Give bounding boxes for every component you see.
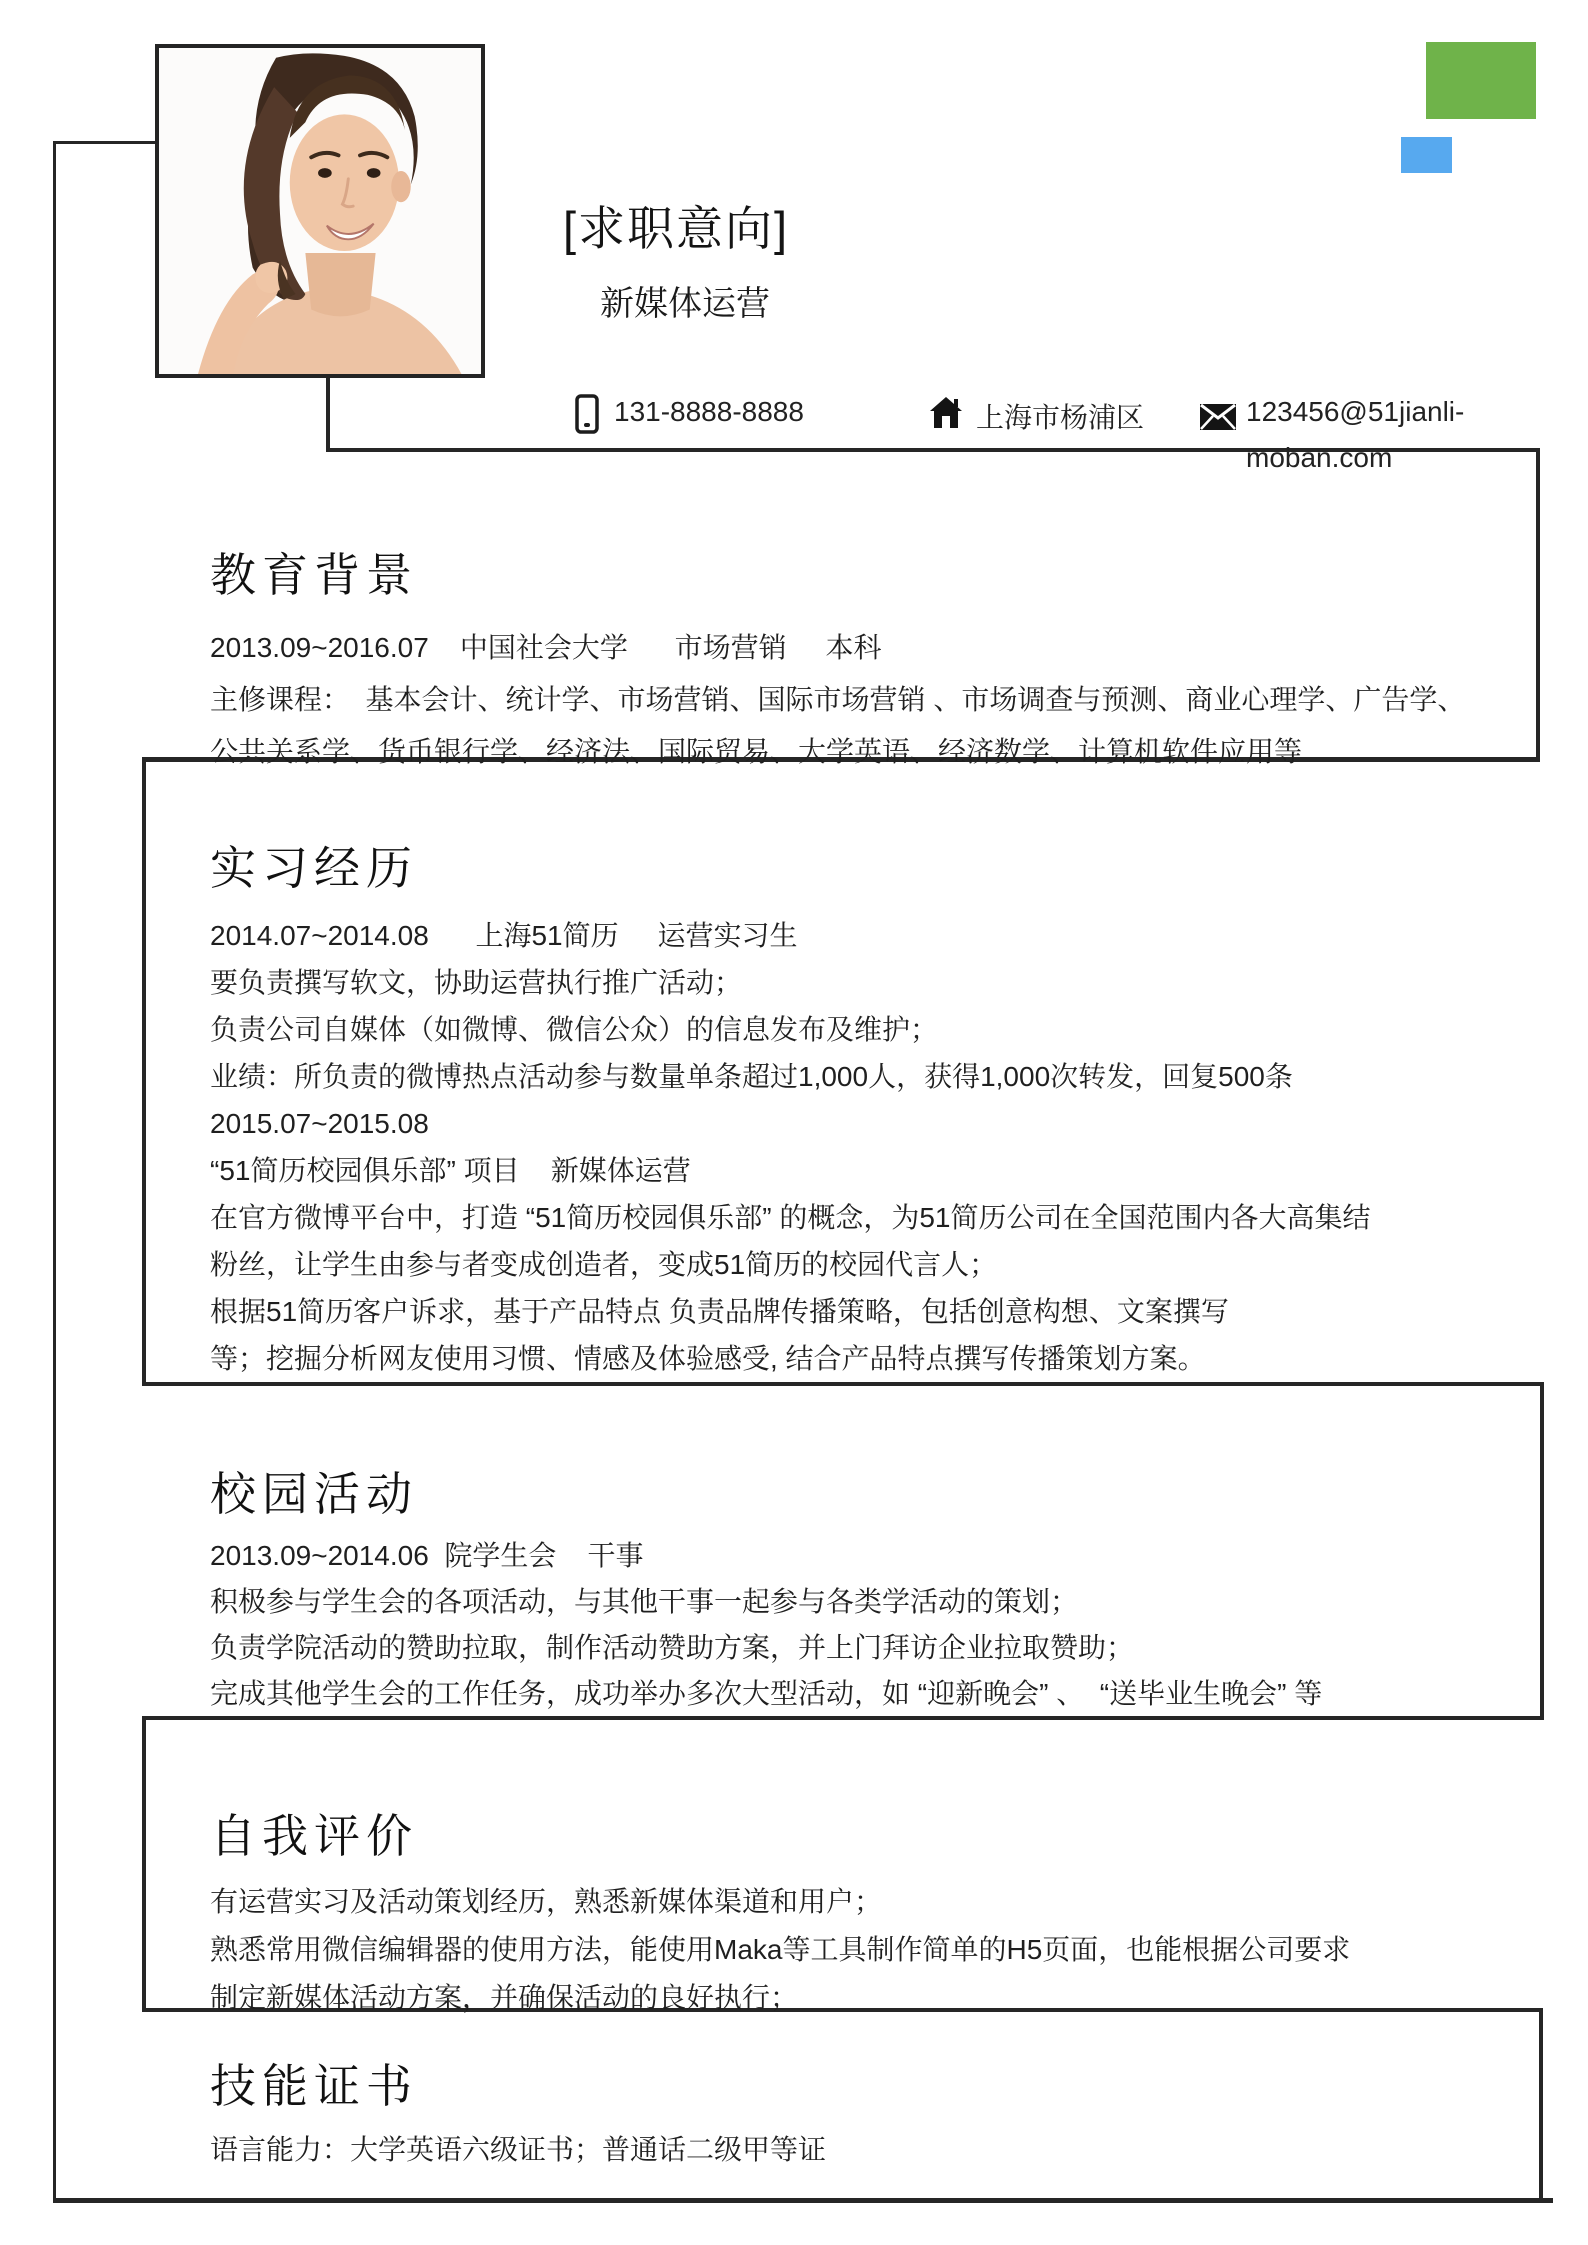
text-line: 负责公司自媒体（如微博、微信公众）的信息发布及维护； [210, 1014, 939, 1045]
text-line: 根据51简历客户诉求，基于产品特点 负责品牌传播策略，包括创意构想、文案撰写 [210, 1296, 1229, 1327]
mobile-phone-icon [575, 394, 599, 434]
text-line: 语言能力：大学英语六级证书；普通话二级甲等证 [210, 2134, 827, 2165]
text-line: 业绩：所负责的微博热点活动参与数量单条超过1,000人，获得1,000次转发，回复500条 [210, 1061, 1293, 1092]
address-text: 上海市杨浦区 [976, 402, 1145, 433]
text-line: 熟悉常用微信编辑器的使用方法，能使用Maka等工具制作简单的H5页面，也能根据公司要求 [210, 1934, 1351, 1965]
text-line: 负责学院活动的赞助拉取，制作活动赞助方案，并上门拜访企业拉取赞助； [210, 1632, 1135, 1663]
text-line: 等；挖掘分析网友使用习惯、情感及体验感受, 结合产品特点撰写传播策划方案。 [210, 1343, 1206, 1374]
text-line: 公共关系学、货币银行学、经济法、国际贸易、大学英语、经济数学、计算机软件应用等 [210, 736, 1303, 767]
border-photo-stub [326, 373, 330, 452]
envelope-icon [1200, 404, 1236, 430]
text-line: 制定新媒体活动方案，并确保活动的良好执行； [210, 1982, 799, 2013]
border-header-right [1536, 448, 1540, 761]
text-line: 在官方微博平台中，打造 “51简历校园俱乐部” 的概念，为51简历公司在全国范围内各大高集结 [210, 1202, 1371, 1233]
job-intent-subtitle: 新媒体运营 [600, 285, 770, 323]
phone-number: 131-8888-8888 [614, 396, 804, 427]
text-line: 2015.07~2015.08 [210, 1108, 429, 1139]
text-line: “51简历校园俱乐部” 项目 新媒体运营 [210, 1155, 691, 1186]
text-line: 有运营实习及活动策划经历，熟悉新媒体渠道和用户； [210, 1886, 883, 1917]
section-education-body [210, 622, 1465, 778]
border-page-bottom [53, 2198, 1553, 2203]
text-line: 积极参与学生会的各项活动，与其他干事一起参与各类学活动的策划； [210, 1586, 1079, 1617]
text-line: 2013.09~2016.07 中国社会大学 市场营销 本科 [210, 632, 882, 663]
text-line: 完成其他学生会的工作任务，成功举办多次大型活动，如 “迎新晚会” 、 “送毕业生晚会” 等 [210, 1678, 1323, 1709]
woman-portrait-illustration [159, 48, 481, 374]
section-heading-internship: 实习经历 [210, 842, 418, 894]
email-text-line2: moban.com [1246, 442, 1393, 473]
border-box3-left [142, 1716, 146, 2012]
border-left-rail [53, 141, 56, 2203]
text-line: 2013.09~2014.06 院学生会 干事 [210, 1540, 644, 1571]
section-self-evaluation-body [210, 1878, 1350, 2022]
border-mid-right-riser [1540, 1382, 1544, 1720]
text-line: 粉丝，让学生由参与者变成创造者，变成51简历的校园代言人； [210, 1249, 998, 1280]
decor-blue-square [1401, 137, 1452, 173]
section-heading-education: 教育背景 [210, 549, 418, 601]
section-heading-skills: 技能证书 [210, 2060, 418, 2112]
profile-photo [155, 44, 485, 378]
border-box2-bottom [142, 1382, 1544, 1386]
border-box2-left [142, 757, 146, 1386]
decor-green-square [1426, 42, 1536, 119]
border-top-stub [53, 141, 159, 144]
section-internship-body [210, 912, 1371, 1382]
house-icon [928, 394, 964, 430]
section-heading-campus: 校园活动 [210, 1468, 418, 1520]
job-intent-title: [求职意向] [563, 202, 790, 255]
section-skills-body [210, 2130, 826, 2170]
section-heading-self-evaluation: 自我评价 [210, 1810, 418, 1862]
section-campus-body [210, 1533, 1322, 1717]
text-line: 要负责撰写软文，协助运营执行推广活动； [210, 967, 743, 998]
border-bottom-right-riser [1539, 2008, 1543, 2203]
email-text-line1: 123456@51jianli- [1246, 396, 1465, 427]
text-line: 2014.07~2014.08 上海51简历 运营实习生 [210, 920, 798, 951]
text-line: 主修课程： 基本会计、统计学、市场营销、国际市场营销 、市场调查与预测、商业心理学、广告学、 [210, 684, 1466, 715]
